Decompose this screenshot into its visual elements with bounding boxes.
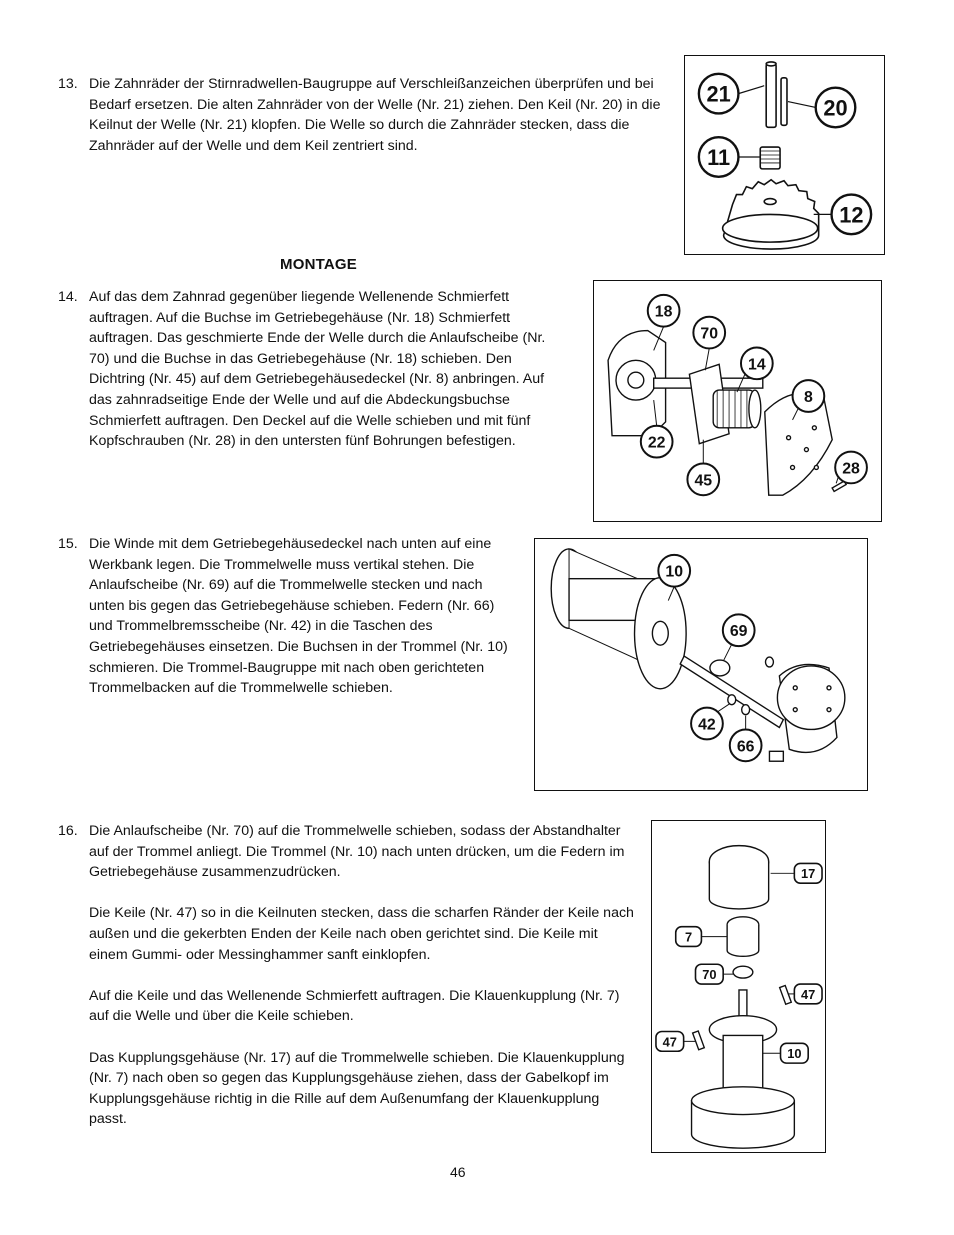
step-paragraph: Die Anlaufscheibe (Nr. 70) auf die Trommelwelle schieben, sodass der Abstandhalter auf der Trommel anliegt. Die Trommel (Nr. 10) nach unten drücken, um die Federn im Getriebegehäuse zusammenzudrücken. [89, 823, 625, 881]
callout-70: 70 [700, 325, 719, 343]
step-number: 16. [58, 823, 78, 839]
callout-10: 10 [787, 1046, 802, 1062]
step-number: 13. [58, 76, 78, 92]
callout-7: 7 [684, 929, 693, 945]
step-paragraph: Die Winde mit dem Getriebegehäusedeckel nach unten auf eine Werkbank legen. Die Trommelwelle muss vertikal stehen. Die Anlaufscheibe (Nr. 69) auf die Trommelwelle stecken und nach unten bis gegen das Getriebegehäuse schieben. Federn (Nr. 66) und Trommelbremsscheibe (Nr. 42) in die Taschen des Getriebegehäuses einsetzen. Die Buchsen in der Trommel (Nr. 10) schmieren. Die Trommel-Baugruppe mit nach oben gerichteten Trommelbacken auf die Trommelwelle schieben. [89, 536, 508, 697]
figure-clutch-assembly [651, 820, 826, 1153]
drum-assembly-illustration [535, 539, 867, 790]
callout-70: 70 [702, 967, 717, 983]
step-paragraph: Die Zahnräder der Stirnradwellen-Baugruppe auf Verschleißanzeichen überprüfen und bei Bedarf ersetzen. Die alten Zahnräder von der Welle (Nr. 21) ziehen. Den Keil (Nr. 20) in die Keilnut der Welle (Nr. 21) klopfen. Die Welle so durch die Zahnräder stecken, dass die Zahnräder auf der Welle und dem Keil zentriert sind. [89, 76, 661, 154]
callout-28: 28 [842, 460, 860, 478]
callout-45: 45 [694, 472, 713, 490]
callout-66: 66 [736, 738, 755, 756]
clutch-assembly-illustration [652, 821, 825, 1152]
page-number: 46 [450, 1164, 466, 1180]
callout-18: 18 [654, 303, 673, 321]
callout-8: 8 [803, 388, 813, 406]
callout-22: 22 [647, 434, 666, 452]
callout-21: 21 [706, 81, 731, 107]
gear-shaft-illustration [685, 56, 884, 254]
callout-17: 17 [801, 866, 816, 882]
callout-14: 14 [748, 356, 766, 374]
callout-47: 47 [662, 1034, 677, 1050]
step-paragraph: Auf die Keile und das Wellenende Schmierfett auftragen. Die Klauenkupplung (Nr. 7) auf die Welle und über die Keile schieben. [89, 987, 620, 1025]
step-number: 14. [58, 289, 78, 305]
figure-gear-housing-assembly [593, 280, 882, 522]
callout-20: 20 [823, 95, 848, 121]
callout-12: 12 [839, 202, 864, 228]
step-paragraph: Das Kupplungsgehäuse (Nr. 17) auf die Trommelwelle schieben. Die Klauenkupplung (Nr. 7) nach oben so gegen das Kupplungsgehäuse ziehen, dass der Gabelkopf im Kupplungsgehäuse richtig in die Rille auf dem Außenumfang der Klauenkupplung passt. [89, 1049, 625, 1128]
step-paragraph: Die Keile (Nr. 47) so in die Keilnuten stecken, dass die scharfen Ränder der Keile nach außen und die gekerbten Enden der Keile nach oben gerichtet sind. Die Keile mit einem Gummi- oder Messinghammer sanft einklopfen. [89, 905, 634, 963]
callout-10: 10 [665, 563, 684, 581]
figure-drum-assembly [534, 538, 868, 791]
section-heading: MONTAGE [280, 256, 357, 273]
callout-42: 42 [698, 716, 716, 734]
step-number: 15. [58, 536, 78, 552]
callout-47: 47 [801, 986, 816, 1002]
callout-69: 69 [729, 623, 748, 641]
gear-housing-illustration [594, 281, 881, 521]
callout-11: 11 [707, 144, 731, 170]
step-paragraph: Auf das dem Zahnrad gegenüber liegende Wellenende Schmierfett auftragen. Auf die Buchse im Getriebegehäuse (Nr. 18) Schmierfett auftragen. Das geschmierte Ende der Welle durch die Anlaufscheibe (Nr. 70) und die Buchse in das Getriebegehäuse (Nr. 18) schieben. Den Dichtring (Nr. 45) auf dem Getriebegehäusedeckel (Nr. 8) anbringen. Auf das zahnradseitige Ende der Welle und auf die Abdeckungsbuchse Schmierfett auftragen. Den Deckel auf die Welle schieben und mit fünf Kopfschrauben (Nr. 28) in den untersten fünf Bohrungen befestigen. [89, 289, 546, 450]
figure-gear-shaft-assembly [684, 55, 885, 255]
